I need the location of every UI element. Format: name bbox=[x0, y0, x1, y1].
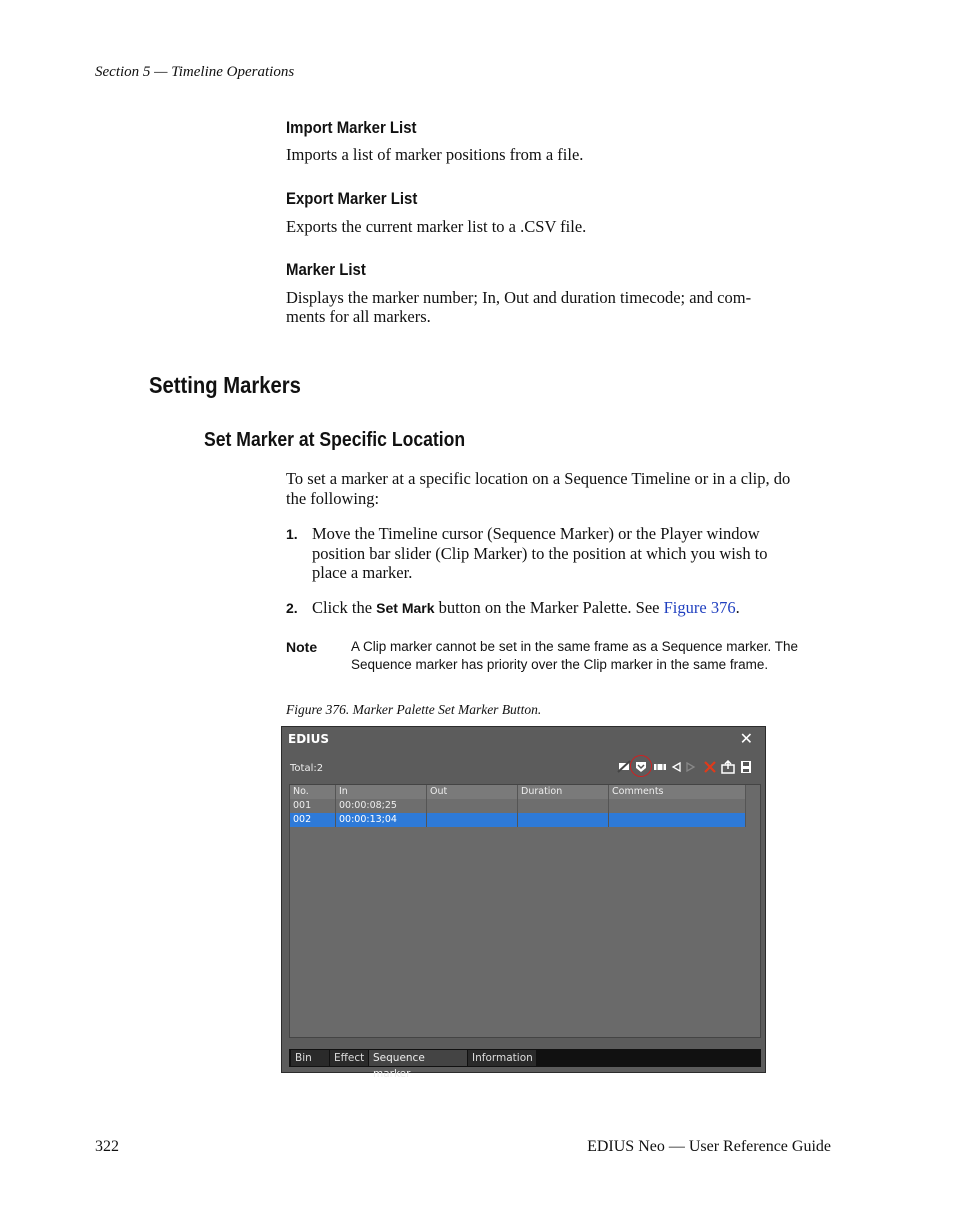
export-marker-list-text: Exports the current marker list to a .CSV file. bbox=[286, 217, 587, 236]
cell-comments bbox=[609, 813, 746, 827]
cell-out bbox=[427, 799, 518, 813]
marker-list-text-line1: Displays the marker number; In, Out and duration timecode; and com- bbox=[286, 288, 752, 307]
step-2-mid: button on the Marker Palette. See bbox=[434, 598, 664, 617]
table-row-selected[interactable] bbox=[290, 813, 746, 827]
palette-tabs bbox=[289, 1049, 761, 1080]
cell-no: 002 bbox=[290, 813, 336, 827]
next-marker-icon[interactable] bbox=[684, 760, 698, 774]
marker-list-table bbox=[289, 784, 761, 1038]
cell-duration bbox=[518, 799, 609, 813]
heading-export-marker-list: Export Marker List bbox=[286, 189, 418, 208]
column-header-in[interactable]: In bbox=[336, 785, 427, 799]
intro-line2: the following: bbox=[286, 489, 380, 508]
tab-sequence-marker[interactable]: Sequence marker bbox=[369, 1050, 467, 1066]
step-1-line1: Move the Timeline cursor (Sequence Marker) or the Player window bbox=[312, 524, 760, 543]
marker-toolbar bbox=[617, 760, 762, 776]
figure-caption: Figure 376. Marker Palette Set Marker Button. bbox=[286, 702, 542, 717]
previous-marker-icon[interactable] bbox=[669, 760, 683, 774]
marker-in-out-icon[interactable] bbox=[653, 760, 667, 774]
tab-information[interactable]: Information bbox=[468, 1050, 536, 1066]
import-marker-list-text: Imports a list of marker positions from a file. bbox=[286, 145, 584, 164]
heading-import-marker-list: Import Marker List bbox=[286, 118, 417, 137]
step-2-text bbox=[312, 598, 740, 619]
figure-376-link[interactable]: Figure 376 bbox=[663, 598, 736, 617]
intro-line1: To set a marker at a specific location on a Sequence Timeline or in a clip, do bbox=[286, 469, 791, 488]
note-line2: Sequence marker has priority over the Clip marker in the same frame. bbox=[351, 657, 769, 672]
subsection-title: Set Marker at Specific Location bbox=[204, 429, 466, 451]
palette-title: EDIUS bbox=[288, 732, 330, 746]
marker-total: Total:2 bbox=[290, 763, 324, 774]
cell-in: 00:00:08;25 bbox=[336, 799, 427, 813]
import-list-icon[interactable] bbox=[721, 760, 735, 774]
step-2-pre: Click the bbox=[312, 598, 377, 617]
note-label: Note bbox=[286, 639, 318, 655]
table-row[interactable] bbox=[290, 799, 746, 813]
table-header bbox=[290, 785, 746, 799]
step-1-number: 1. bbox=[286, 526, 298, 542]
column-header-no[interactable]: No. bbox=[290, 785, 336, 799]
column-header-out[interactable]: Out bbox=[427, 785, 518, 799]
marker-palette-screenshot bbox=[281, 726, 766, 1080]
heading-marker-list: Marker List bbox=[286, 260, 366, 279]
delete-marker-icon[interactable] bbox=[703, 760, 717, 774]
marker-list-text-line2: ments for all markers. bbox=[286, 307, 431, 326]
running-head: Section 5 — Timeline Operations bbox=[95, 64, 295, 80]
cell-out bbox=[427, 813, 518, 827]
tab-bin[interactable]: Bin bbox=[291, 1050, 329, 1066]
guide-title: EDIUS Neo — User Reference Guide bbox=[587, 1138, 831, 1155]
close-icon[interactable]: ✕ bbox=[739, 729, 753, 748]
set-mark-label: Set Mark bbox=[376, 600, 435, 616]
step-2-post: . bbox=[735, 598, 740, 617]
export-list-icon[interactable] bbox=[739, 760, 753, 774]
note-line1: A Clip marker cannot be set in the same frame as a Sequence marker. The bbox=[351, 639, 798, 654]
step-1-line2: position bar slider (Clip Marker) to the position at which you wish to bbox=[312, 544, 768, 563]
step-1-line3: place a marker. bbox=[312, 563, 413, 582]
set-marker-icon[interactable] bbox=[634, 760, 648, 774]
cell-duration bbox=[518, 813, 609, 827]
cell-in: 00:00:13;04 bbox=[336, 813, 427, 827]
tab-effect[interactable]: Effect bbox=[330, 1050, 368, 1066]
column-header-comments[interactable]: Comments bbox=[609, 785, 746, 799]
step-2-number: 2. bbox=[286, 600, 298, 616]
marker-clear-icon[interactable] bbox=[617, 760, 631, 774]
section-title: Setting Markers bbox=[149, 372, 301, 398]
cell-no: 001 bbox=[290, 799, 336, 813]
cell-comments bbox=[609, 799, 746, 813]
page-number: 322 bbox=[95, 1138, 119, 1155]
column-header-duration[interactable]: Duration bbox=[518, 785, 609, 799]
